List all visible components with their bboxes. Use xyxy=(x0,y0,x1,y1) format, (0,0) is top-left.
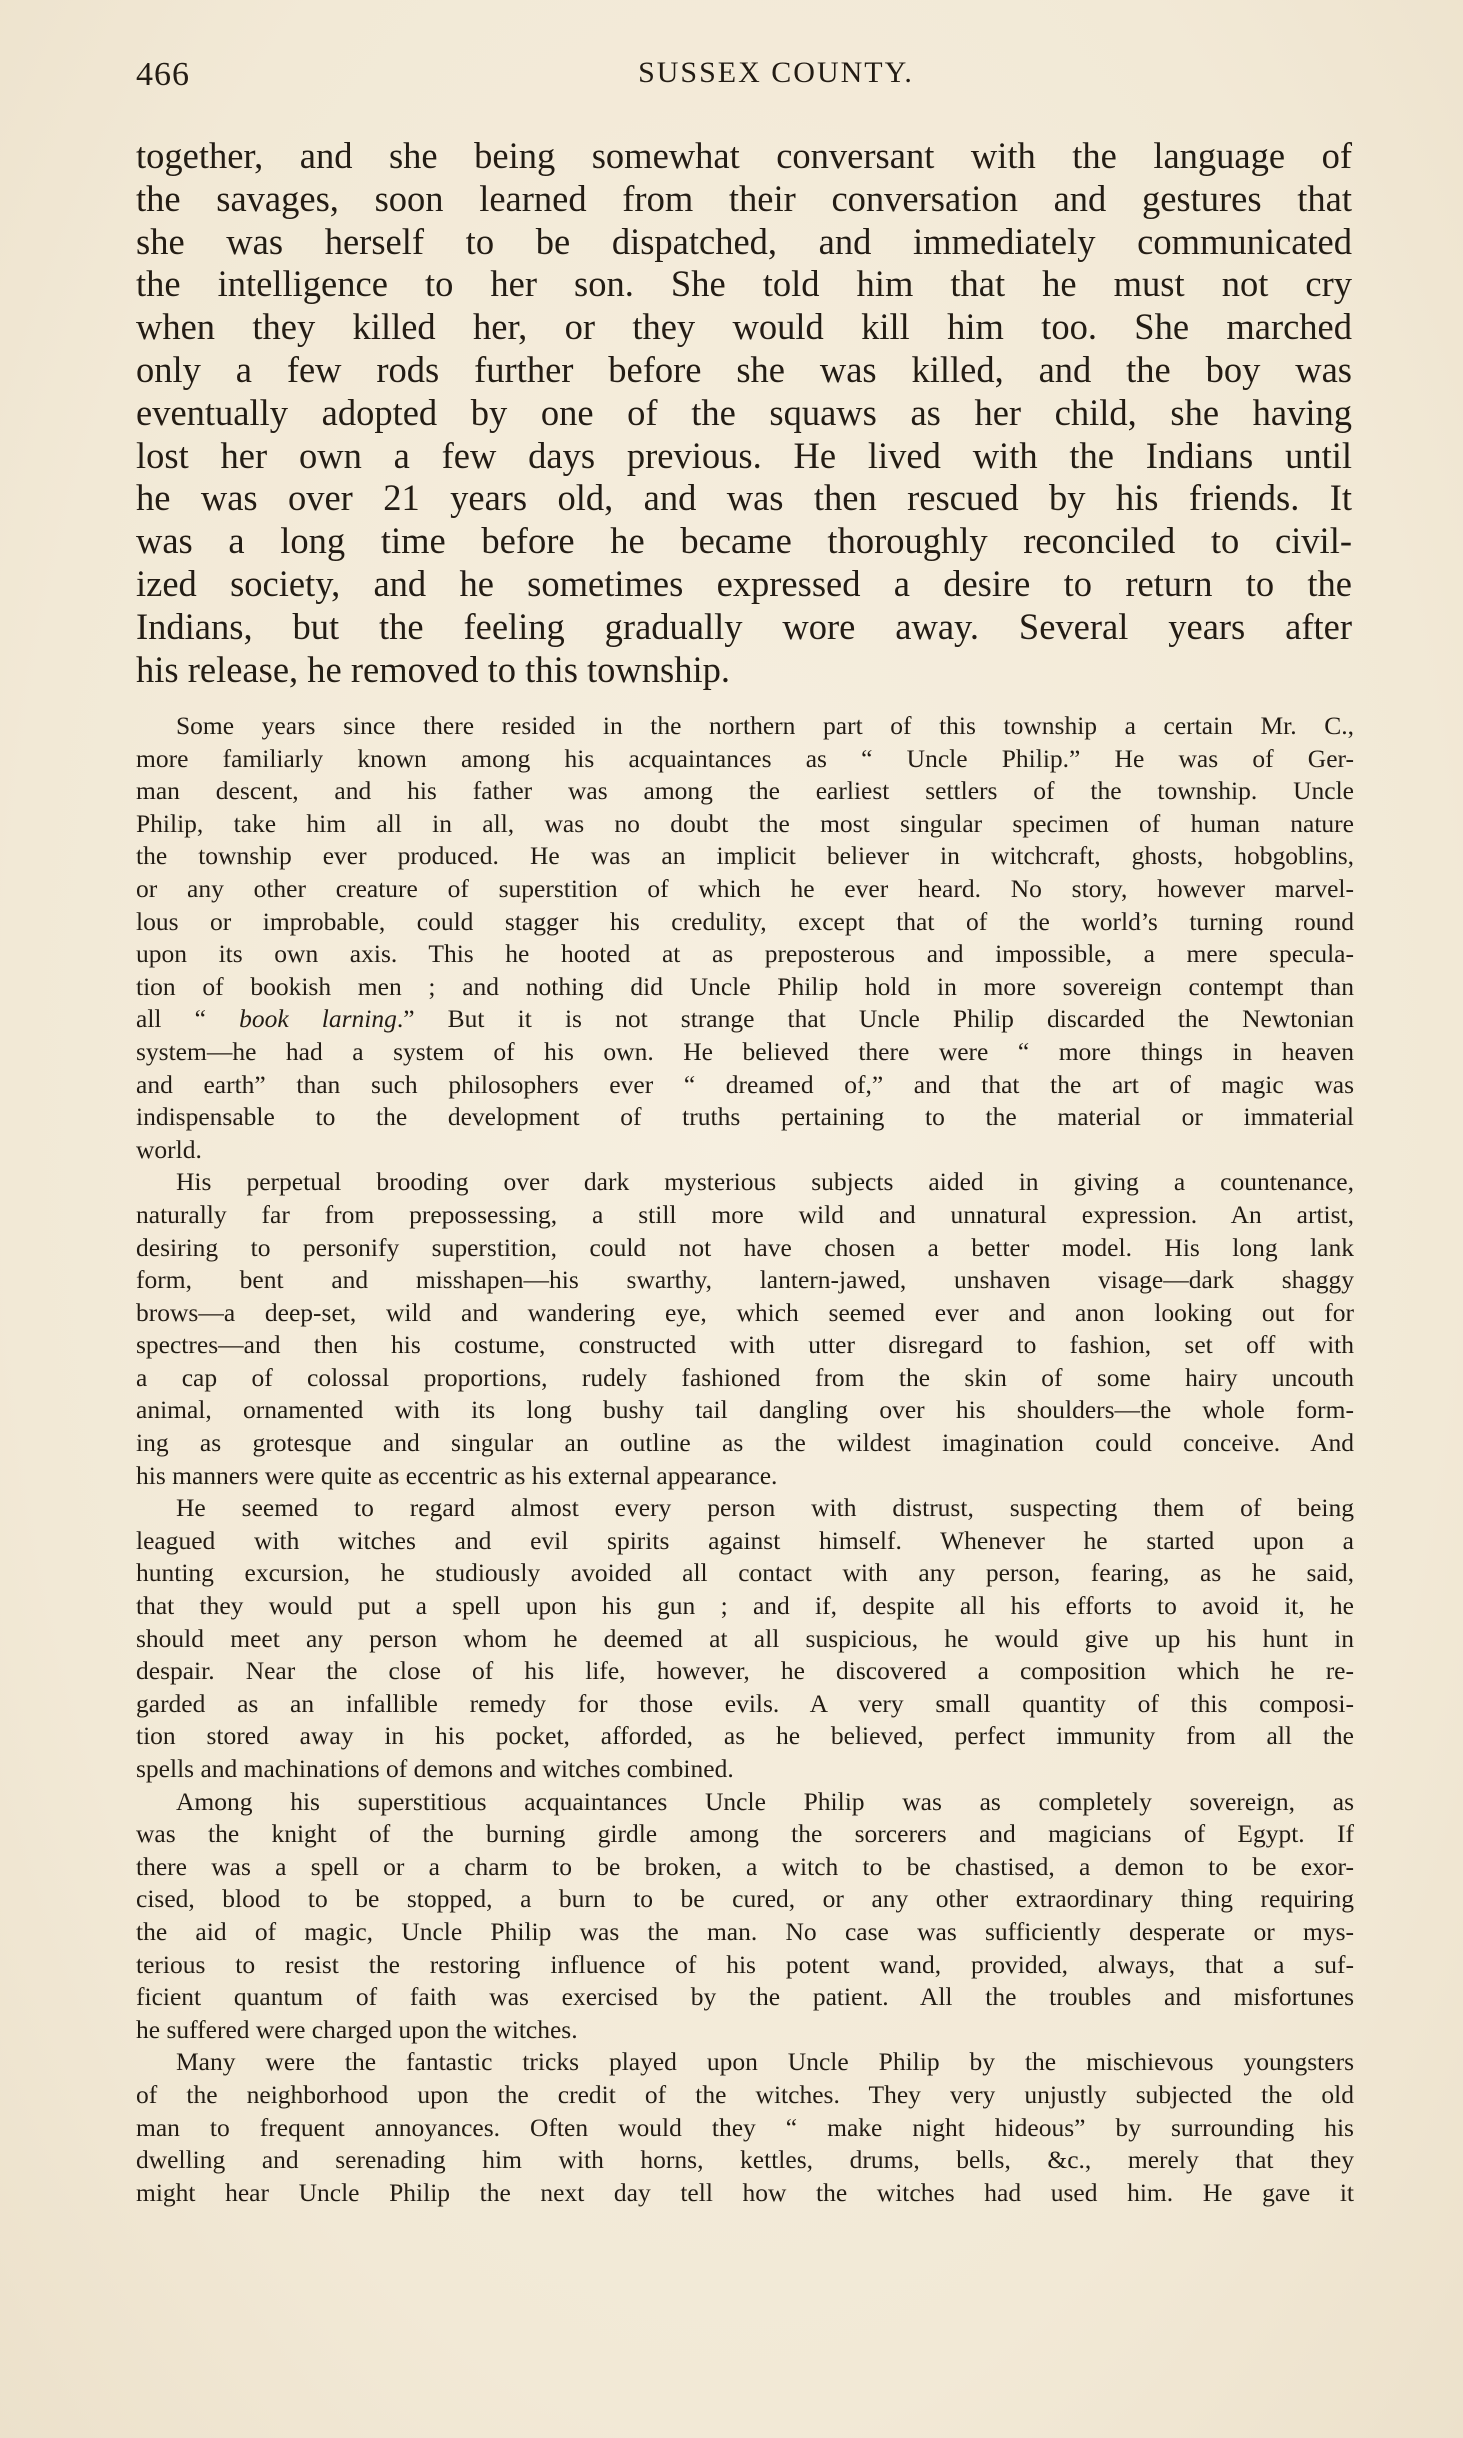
text-line: Philip, take him all in all, was no doubt the most singular specimen of human nature xyxy=(136,808,1354,838)
text-line: world. xyxy=(136,1134,202,1164)
paragraph-appearance xyxy=(136,1166,1354,1492)
text-line: of the neighborhood upon the credit of the witches. They very unjustly subjected the old xyxy=(136,2079,1354,2109)
text-line: form, bent and misshapen—his swarthy, lantern-jawed, unshaven visage—dark shaggy xyxy=(136,1265,1354,1295)
text-line: Some years since there resided in the northern part of this township a certain Mr. C., xyxy=(176,711,1354,740)
text-line: indispensable to the development of truths pertaining to the material or immaterial xyxy=(136,1102,1354,1132)
text-line: might hear Uncle Philip the next day tell how the witches had used him. He gave it xyxy=(136,2177,1354,2207)
text-line: there was a spell or a charm to be broken, a witch to be chastised, a demon to be exor- xyxy=(136,1851,1354,1881)
paragraph-distrust xyxy=(136,1492,1354,1785)
text-line: more familiarly known among his acquaintances as “ Uncle Philip.” He was of Ger- xyxy=(136,743,1354,773)
text-line: should meet any person whom he deemed at all suspicious, he would give up his hunt in xyxy=(136,1623,1354,1653)
page-number: 466 xyxy=(136,56,190,93)
text-line-with-italic xyxy=(136,1003,1354,1036)
text-line: and earth” than such philosophers ever “ dreamed of,” and that the art of magic was xyxy=(136,1069,1354,1099)
lead-line: lost her own a few days previous. He lived with the Indians until xyxy=(136,434,1352,476)
text-segment: .” But it is not strange that Uncle Philip discarded the Newtonian xyxy=(396,1004,1354,1034)
lead-line: ized society, and he sometimes expressed a desire to return to the xyxy=(136,562,1352,604)
text-line: dwelling and serenading him with horns, kettles, drums, bells, &c., merely that they xyxy=(136,2145,1354,2175)
text-line: ficient quantum of faith was exercised by the patient. All the troubles and misfortunes xyxy=(136,1982,1354,2012)
text-line: garded as an infallible remedy for those evils. A very small quantity of this composi- xyxy=(136,1688,1354,1718)
text-line: his manners were quite as eccentric as his external appearance. xyxy=(136,1460,778,1490)
running-title: SUSSEX COUNTY. xyxy=(638,56,914,89)
text-line: tion stored away in his pocket, afforded, as he believed, perfect immunity from all the xyxy=(136,1721,1354,1751)
text-segment: all “ xyxy=(136,1004,240,1034)
lead-line: eventually adopted by one of the squaws as her child, she having xyxy=(136,391,1352,433)
running-head xyxy=(136,56,1356,106)
text-line: was the knight of the burning girdle among the sorcerers and magicians of Egypt. If xyxy=(136,1819,1354,1849)
text-line: tion of bookish men ; and nothing did Uncle Philip hold in more sovereign contempt than xyxy=(136,971,1354,1001)
text-line: terious to resist the restoring influence of his potent wand, provided, always, that a suf- xyxy=(136,1949,1354,1979)
text-line: His perpetual brooding over dark mysterious subjects aided in giving a countenance, xyxy=(176,1167,1354,1197)
text-line: naturally far from prepossessing, a still more wild and unnatural expression. An artist, xyxy=(136,1199,1354,1229)
text-line: the township ever produced. He was an implicit believer in witchcraft, ghosts, hobgoblins, xyxy=(136,841,1354,871)
lead-line: the intelligence to her son. She told him that he must not cry xyxy=(136,263,1352,305)
text-line: cised, blood to be stopped, a burn to be cured, or any other extraordinary thing requiring xyxy=(136,1884,1354,1914)
lead-line: his release, he removed to this township. xyxy=(136,648,731,690)
text-line: hunting excursion, he studiously avoided all contact with any person, fearing, as he said, xyxy=(136,1558,1354,1588)
lead-line: was a long time before he became thoroughly reconciled to civil- xyxy=(136,520,1352,562)
lead-line: together, and she being somewhat conversant with the language of xyxy=(136,135,1352,176)
text-line: He seemed to regard almost every person with distrust, suspecting them of being xyxy=(176,1493,1354,1523)
paragraph-sovereign xyxy=(136,1786,1354,2047)
text-line: he suffered were charged upon the witches. xyxy=(136,2014,578,2044)
text-line: desiring to personify superstition, could not have chosen a better model. His long lank xyxy=(136,1232,1354,1262)
lead-line: she was herself to be dispatched, and immediately communicated xyxy=(136,220,1352,262)
text-line: Many were the fantastic tricks played upon Uncle Philip by the mischievous youngsters xyxy=(176,2047,1354,2077)
text-line: spectres—and then his costume, constructed with utter disregard to fashion, set off with xyxy=(136,1330,1354,1360)
lead-line: he was over 21 years old, and was then rescued by his friends. It xyxy=(136,477,1352,519)
paragraph-tricks xyxy=(136,2046,1354,2209)
paragraph-uncle-philip-intro xyxy=(136,710,1354,1166)
lead-paragraph xyxy=(136,135,1352,691)
text-line: system—he had a system of his own. He believed there were “ more things in heaven xyxy=(136,1036,1354,1066)
text-line: despair. Near the close of his life, however, he discovered a composition which he re- xyxy=(136,1656,1354,1686)
lead-line: only a few rods further before she was killed, and the boy was xyxy=(136,348,1352,390)
text-line: spells and machinations of demons and witches combined. xyxy=(136,1754,734,1783)
text-line: leagued with witches and evil spirits against himself. Whenever he started upon a xyxy=(136,1525,1354,1555)
text-line: lous or improbable, could stagger his credulity, except that of the world’s turning round xyxy=(136,906,1354,936)
lead-line: the savages, soon learned from their conversation and gestures that xyxy=(136,177,1352,219)
small-print-section xyxy=(136,710,1354,2209)
text-line: a cap of colossal proportions, rudely fashioned from the skin of some hairy uncouth xyxy=(136,1362,1354,1392)
lead-line: when they killed her, or they would kill him too. She marched xyxy=(136,306,1352,348)
text-line: upon its own axis. This he hooted at as preposterous and impossible, a mere specula- xyxy=(136,939,1354,969)
text-line: ing as grotesque and singular an outline as the wildest imagination could conceive. And xyxy=(136,1428,1354,1458)
text-line: brows—a deep-set, wild and wandering eye, which seemed ever and anon looking out for xyxy=(136,1297,1354,1327)
text-line: or any other creature of superstition of which he ever heard. No story, however marvel- xyxy=(136,873,1354,903)
text-line: the aid of magic, Uncle Philip was the man. No case was sufficiently desperate or mys- xyxy=(136,1916,1354,1946)
text-line: animal, ornamented with its long bushy tail dangling over his shoulders—the whole form- xyxy=(136,1395,1354,1425)
lead-line: Indians, but the feeling gradually wore away. Several years after xyxy=(136,605,1352,647)
text-line: Among his superstitious acquaintances Uncle Philip was as completely sovereign, as xyxy=(176,1786,1354,1816)
text-line: man to frequent annoyances. Often would they “ make night hideous” by surrounding his xyxy=(136,2112,1354,2142)
text-line: that they would put a spell upon his gun ; and if, despite all his efforts to avoid it, he xyxy=(136,1591,1354,1621)
text-line: man descent, and his father was among the earliest settlers of the township. Uncle xyxy=(136,776,1354,806)
italic-phrase: book larning xyxy=(239,1004,397,1034)
